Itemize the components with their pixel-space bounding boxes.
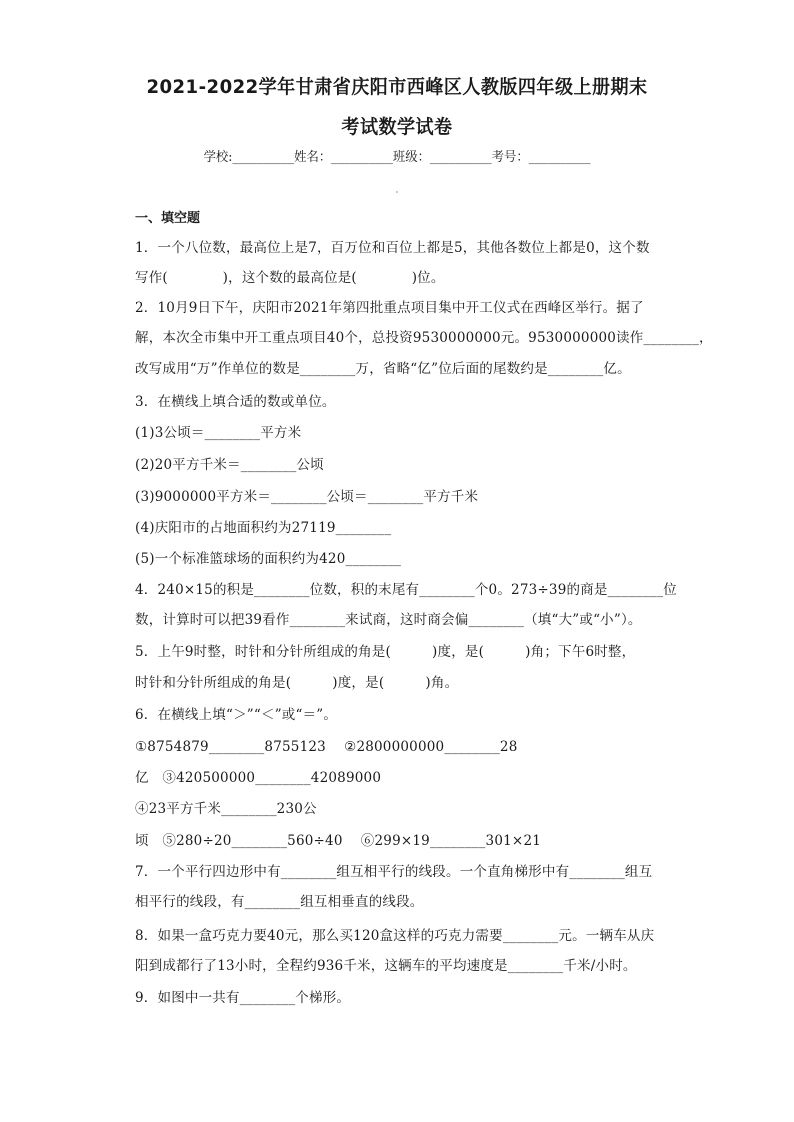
question-line: 相平行的线段，有________组互相垂直的线段。 xyxy=(135,894,424,910)
question-line: ①8754879________8755123 ②2800000000________28 xyxy=(135,739,518,755)
question-line: (4)庆阳市的占地面积约为27119________ xyxy=(135,520,392,536)
question-line: (5)一个标准篮球场的面积约为420________ xyxy=(135,551,402,567)
question-line: 5．上午9时整，时针和分针所组成的角是( )度，是( )角；下午6时整， xyxy=(135,644,636,660)
question-line: 改写成用“万”作单位的数是________万，省略“亿”位后面的尾数约是________亿。 xyxy=(135,361,631,377)
student-info-line: 学校:__________姓名：__________班级：__________考号：__________ xyxy=(203,150,591,165)
question-line: 6．在横线上填“＞”“＜”或“＝”。 xyxy=(135,707,338,723)
section-heading: 一、填空题 xyxy=(135,211,201,226)
question-line: 时针和分针所组成的角是( )度，是( )角。 xyxy=(135,675,459,691)
scan-dot xyxy=(396,191,398,193)
question-line: 解，本次全市集中开工重点项目40个，总投资9530000000元。9530000000读作________， xyxy=(135,330,713,346)
exam-title-line-2: 考试数学试卷 xyxy=(341,116,453,138)
question-line: 8．如果一盒巧克力要40元，那么买120盒这样的巧克力需要________元。一辆车从庆 xyxy=(135,928,655,944)
question-line: 2．10月9日下午，庆阳市2021年第四批重点项目集中开工仪式在西峰区举行。据了 xyxy=(135,300,644,316)
question-line: 写作( )，这个数的最高位是( )位。 xyxy=(135,270,445,286)
question-line: 7．一个平行四边形中有________组互相平行的线段。一个直角梯形中有________组互 xyxy=(135,864,653,880)
question-line: 数，计算时可以把39看作________来试商，这时商会偏________（填“大”或“小”）。 xyxy=(135,612,642,628)
question-line: (1)3公顷＝________平方米 xyxy=(135,425,302,441)
question-line: 9．如图中一共有________个梯形。 xyxy=(135,990,351,1006)
question-line: (2)20平方千米＝________公顷 xyxy=(135,457,324,473)
question-line: ④23平方千米________230公 xyxy=(135,801,317,817)
question-line: 1．一个八位数，最高位上是7，百万位和百位上都是5，其他各数位上都是0，这个数 xyxy=(135,240,650,256)
question-line: 顷 ⑤280÷20________560÷40 ⑥299×19________301×21 xyxy=(135,833,542,849)
question-line: 4．240×15的积是________位数，积的末尾有________个0。273÷39的商是________位 xyxy=(135,582,677,598)
exam-title-line-1: 2021-2022学年甘肃省庆阳市西峰区人教版四年级上册期末 xyxy=(146,76,648,98)
question-line: 3．在横线上填合适的数或单位。 xyxy=(135,394,336,410)
question-line: 亿 ③420500000________42089000 xyxy=(135,770,382,786)
question-line: 阳到成都行了13小时，全程约936千米，这辆车的平均速度是________千米/小时。 xyxy=(135,958,637,974)
question-line: (3)9000000平方米＝________公顷＝________平方千米 xyxy=(135,489,479,505)
